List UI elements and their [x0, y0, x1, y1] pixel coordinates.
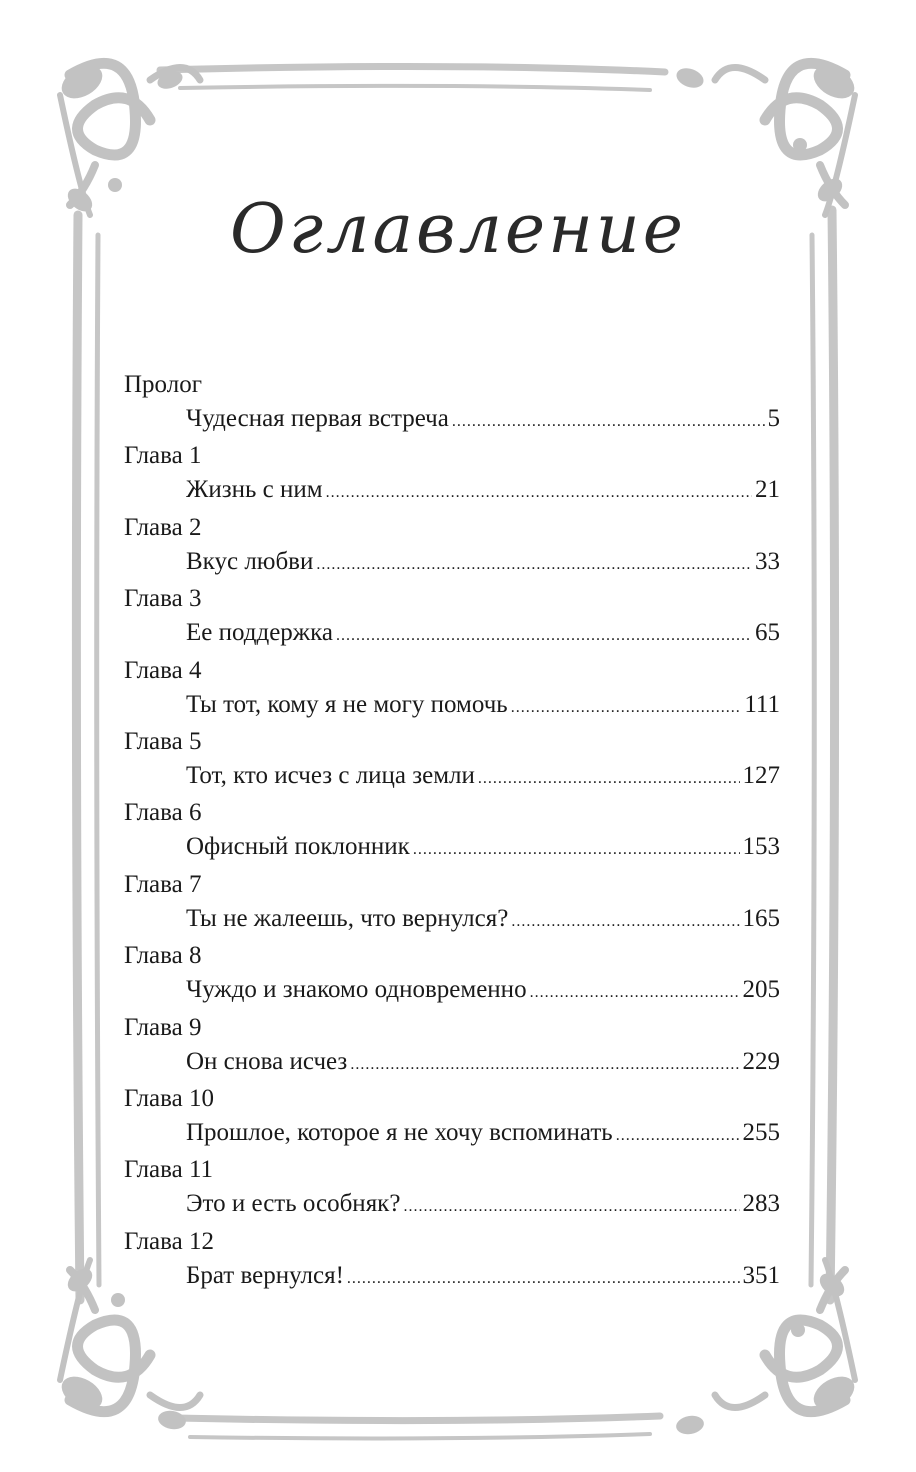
toc-entry: [124, 368, 780, 439]
toc-entry: [124, 1011, 780, 1082]
toc-entry: [124, 1082, 780, 1153]
chapter-title: Жизнь с ним: [186, 476, 323, 504]
toc-entry: [124, 654, 780, 725]
page-number: 5: [767, 405, 780, 432]
chapter-title: Брат вернулся!: [186, 1261, 344, 1289]
page-number: 111: [744, 690, 780, 718]
page-number: 255: [742, 1118, 780, 1146]
toc-entry: [124, 868, 780, 939]
page-number: 351: [742, 1261, 780, 1289]
page-number: 21: [755, 476, 780, 504]
toc-entry: [124, 939, 780, 1010]
dot-leader: [413, 833, 740, 867]
toc-line[interactable]: [124, 902, 780, 936]
chapter-label: Глава 10: [124, 1084, 214, 1112]
toc-entry: [124, 439, 780, 510]
chapter-label: Глава 3: [124, 585, 202, 613]
chapter-title: Чудесная первая встреча: [186, 405, 449, 432]
chapter-label: Глава 8: [124, 942, 202, 970]
chapter-title: Прошлое, которое я не хочу вспоминать: [186, 1118, 613, 1146]
chapter-label: Глава 1: [124, 442, 202, 470]
dot-leader: [478, 762, 740, 796]
page-number: 205: [742, 976, 780, 1004]
dot-leader: [511, 691, 742, 725]
chapter-label: Глава 11: [124, 1156, 214, 1184]
toc-line[interactable]: [124, 616, 780, 650]
chapter-title: Он снова исчез: [186, 1047, 348, 1075]
page-number: 153: [742, 833, 780, 861]
toc-line[interactable]: [124, 1116, 780, 1150]
chapter-title: Чуждо и знакомо одновременно: [186, 976, 527, 1004]
page-number: 165: [742, 904, 780, 932]
toc-entry: [124, 725, 780, 796]
chapter-label: Глава 2: [124, 513, 202, 541]
toc-entry: [124, 1225, 780, 1296]
toc-line[interactable]: [124, 688, 780, 722]
toc-line[interactable]: [124, 759, 780, 793]
toc-entry: [124, 582, 780, 653]
toc-line[interactable]: [124, 1045, 780, 1079]
dot-leader: [530, 976, 740, 1010]
chapter-label: Глава 6: [124, 799, 202, 827]
dot-leader: [350, 1048, 739, 1082]
chapter-label: Глава 4: [124, 656, 202, 684]
toc-line[interactable]: [124, 545, 780, 579]
chapter-title: Ее поддержка: [186, 619, 333, 647]
chapter-title: Вкус любви: [186, 547, 314, 575]
toc-line[interactable]: [124, 1187, 780, 1221]
chapter-title: Тот, кто исчез с лица земли: [186, 761, 475, 789]
dot-leader: [452, 405, 765, 439]
chapter-title: Офисный поклонник: [186, 833, 410, 861]
page-number: 229: [742, 1047, 780, 1075]
chapter-label: Глава 12: [124, 1227, 214, 1255]
toc-line[interactable]: [124, 973, 780, 1007]
dot-leader: [347, 1262, 740, 1296]
toc-line[interactable]: [124, 402, 780, 436]
toc-entry: [124, 1153, 780, 1224]
dot-leader: [511, 905, 739, 939]
dot-leader: [616, 1119, 740, 1153]
toc-line[interactable]: [124, 830, 780, 864]
page-title: Оглавление: [230, 190, 686, 269]
page-number: 65: [755, 619, 780, 647]
dot-leader: [336, 619, 752, 653]
page-number: 33: [755, 547, 780, 575]
page-number: 127: [742, 761, 780, 789]
dot-leader: [326, 476, 752, 510]
toc-entry: [124, 511, 780, 582]
chapter-title: Ты не жалеешь, что вернулся?: [186, 904, 509, 932]
chapter-title: Это и есть особняк?: [186, 1190, 401, 1218]
dot-leader: [316, 548, 752, 582]
toc-line[interactable]: [124, 1259, 780, 1293]
table-of-contents: [124, 368, 780, 1296]
chapter-label: Глава 7: [124, 870, 202, 898]
chapter-label: Пролог: [124, 371, 202, 398]
chapter-label: Глава 5: [124, 727, 202, 755]
toc-line[interactable]: [124, 473, 780, 507]
chapter-title: Ты тот, кому я не могу помочь: [186, 690, 508, 718]
chapter-label: Глава 9: [124, 1013, 202, 1041]
toc-entry: [124, 796, 780, 867]
dot-leader: [403, 1190, 739, 1224]
page-number: 283: [742, 1190, 780, 1218]
